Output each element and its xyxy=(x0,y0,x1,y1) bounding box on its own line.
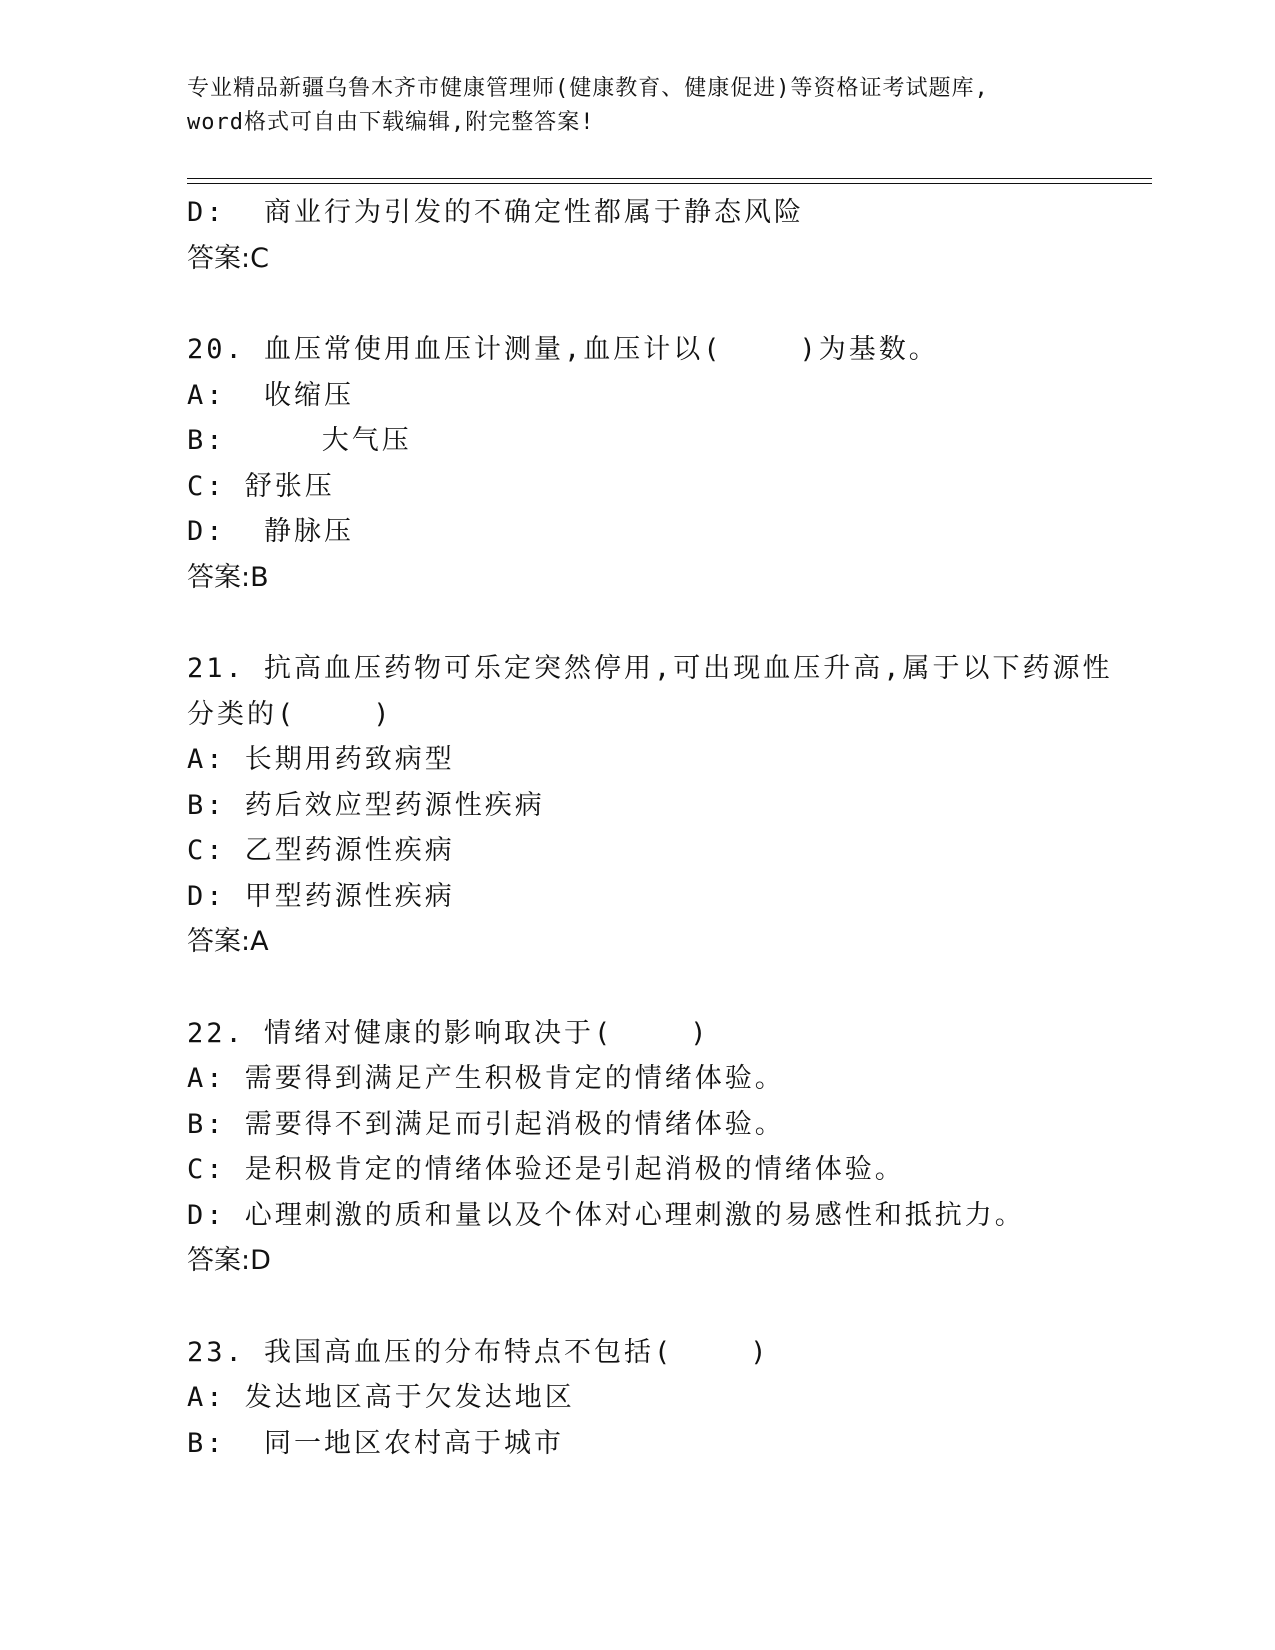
option-c: C: 舒张压 xyxy=(187,470,335,502)
answer-line: 答案:D xyxy=(187,1245,271,1276)
header-divider-bottom xyxy=(187,183,1152,184)
question-20 xyxy=(187,327,1152,600)
option-b: B: 药后效应型药源性疾病 xyxy=(187,789,545,821)
option-d: D: 商业行为引发的不确定性都属于静态风险 xyxy=(187,197,805,228)
option-c: C: 是积极肯定的情绪体验还是引起消极的情绪体验。 xyxy=(187,1154,905,1185)
document-header xyxy=(187,72,1087,140)
answer-line: 答案:B xyxy=(187,561,269,593)
header-line-1: 专业精品新疆乌鲁木齐市健康管理师(健康教育、健康促进)等资格证考试题库, xyxy=(187,76,989,101)
option-b: B: 同一地区农村高于城市 xyxy=(187,1427,565,1459)
option-d: D: 静脉压 xyxy=(187,516,355,547)
option-d: D: 甲型药源性疾病 xyxy=(187,880,455,912)
option-c: C: 乙型药源性疾病 xyxy=(187,835,455,866)
question-21 xyxy=(187,646,1152,965)
question-22 xyxy=(187,1011,1152,1284)
question-stem: 23. 我国高血压的分布特点不包括( ) xyxy=(187,1336,770,1368)
answer-line: 答案:C xyxy=(187,242,269,274)
header-line-2: word格式可自由下载编辑,附完整答案! xyxy=(187,110,595,135)
question-list xyxy=(187,190,1152,1466)
option-b: B: 需要得不到满足而引起消极的情绪体验。 xyxy=(187,1108,785,1140)
option-a: A: 发达地区高于欠发达地区 xyxy=(187,1382,575,1413)
question-stem: 20. 血压常使用血压计测量,血压计以( )为基数。 xyxy=(187,334,939,365)
question-23 xyxy=(187,1330,1152,1467)
answer-line: 答案:A xyxy=(187,926,269,957)
question-stem: 22. 情绪对健康的影响取决于( ) xyxy=(187,1017,710,1049)
option-a: A: 长期用药致病型 xyxy=(187,744,455,775)
option-d: D: 心理刺激的质和量以及个体对心理刺激的易感性和抵抗力。 xyxy=(187,1199,1025,1231)
option-a: A: 收缩压 xyxy=(187,379,355,411)
option-a: A: 需要得到满足产生积极肯定的情绪体验。 xyxy=(187,1063,785,1094)
question-stem-line-1: 21. 抗高血压药物可乐定突然停用,可出现血压升高,属于以下药源性 xyxy=(187,653,1113,684)
option-b: B: 大气压 xyxy=(187,425,412,456)
header-divider-top xyxy=(187,178,1152,179)
question-stem-line-2: 分类的( ) xyxy=(187,698,393,730)
previous-question-tail xyxy=(187,190,1152,281)
